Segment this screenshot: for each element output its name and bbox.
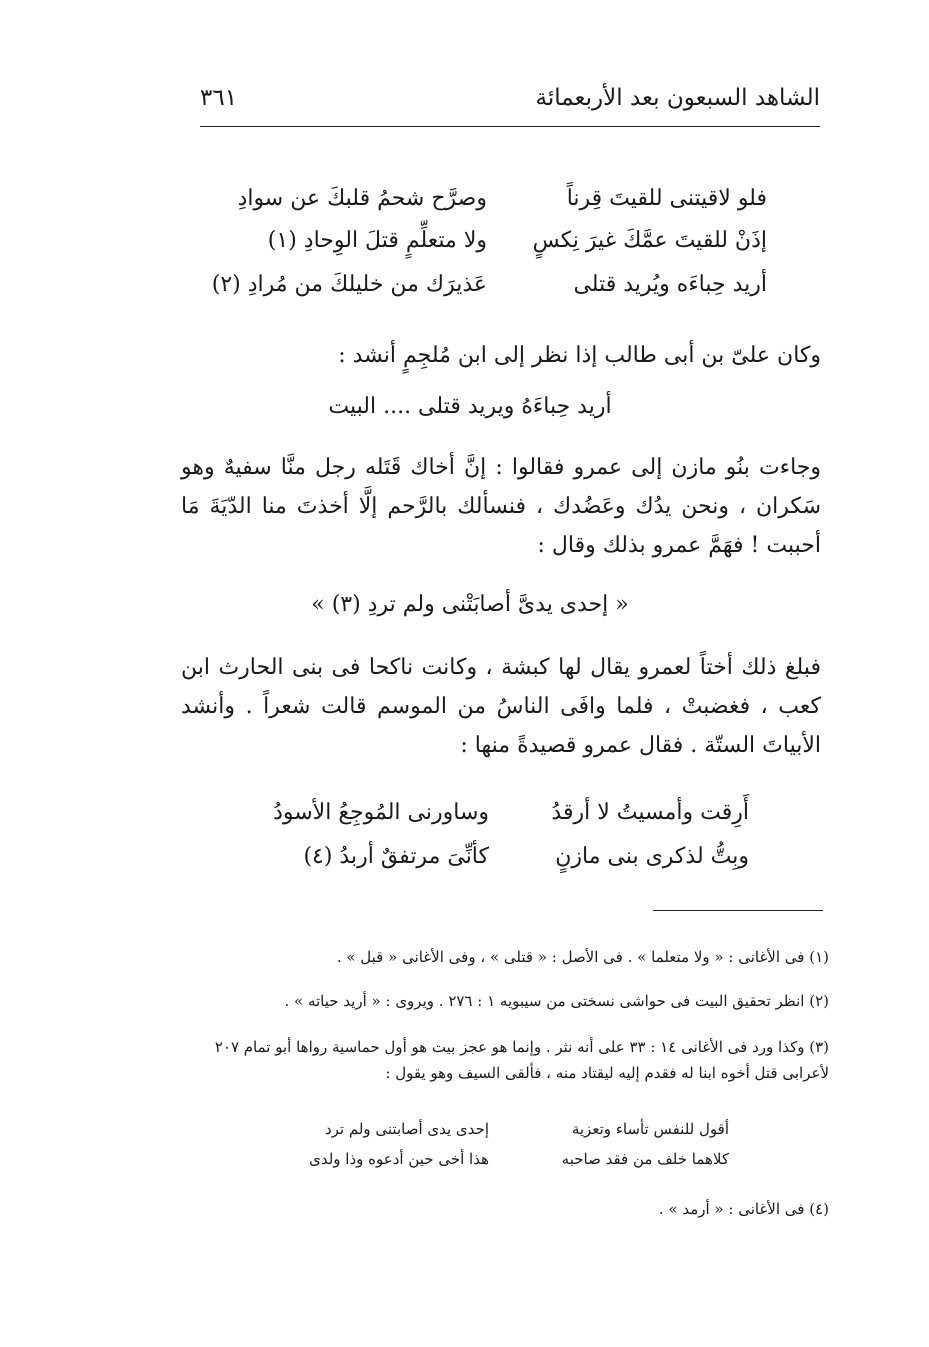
verse-second-hemistich: إحدى يدى أصابتنى ولم ترد xyxy=(324,1120,489,1138)
quoted-verse: « إحدى يدىَّ أصابَتْنى ولم تردِ (٣) » xyxy=(311,592,629,617)
verse-first-hemistich: أَرِقت وأمسيتُ لا أرقدُ xyxy=(551,800,749,825)
verse-first-hemistich: كلاهما خلف من فقد صاحبه xyxy=(561,1150,729,1168)
footnote: (٢) انظر تحقيق البيت فى حواشى نسختى من سيبويه ١ : ٢٧٦ . ويروى : « أريد حياته » . xyxy=(284,992,829,1010)
verse-first-hemistich: أقول للنفس تأساء وتعزية xyxy=(571,1120,729,1138)
verse-second-hemistich: هذا أخى حين أدعوه وذا ولدى xyxy=(309,1150,489,1168)
paragraph: فبلغ ذلك أختاً لعمرو يقال لها كبشة ، وكانت ناكحا فى بنى الحارث ابن كعب ، فغضبتْ ، فلما وافَى الناسُ من الموسم قالت شعراً . وأنشد الأبياتَ الستّة . فقال عمرو قصيدةً منها : xyxy=(181,655,821,758)
verse-first-hemistich: إذَنْ للقيتَ عمَّكَ غيرَ نِكسٍ xyxy=(532,228,767,253)
verse-first-hemistich: أريد حِباءَه ويُريد قتلى xyxy=(573,272,767,297)
page-number: ٣٦١ xyxy=(200,85,238,111)
poem-verse xyxy=(187,272,767,297)
footnote-verse xyxy=(229,1120,729,1138)
poem-verse xyxy=(187,228,767,253)
paragraph: وجاءت بنُو مازن إلى عمرو فقالوا : إنَّ أخاك قَتَله رجل منَّا سفيهٌ وهو سَكران ، ونحن يدُك وعَضُدك ، فنسألك بالرَّحم إلَّا أخذتَ منا الدّيَةَ مَا أحببت ! فهَمَّ عمرو بذلك وقال : xyxy=(181,455,821,558)
verse-first-hemistich: وبِتُّ لذكرى بنى مازنٍ xyxy=(555,844,749,869)
verse-second-hemistich: كأنِّىَ مرتفقٌ أربدُ (٤) xyxy=(303,844,489,869)
footnote-verse xyxy=(229,1150,729,1168)
poem-verse xyxy=(229,800,749,825)
poem-verse xyxy=(187,186,767,211)
paragraph: وكان علىّ بن أبى طالب إذا نظر إلى ابن مُلجِمٍ أنشد : xyxy=(338,343,821,368)
running-head xyxy=(200,78,820,118)
footnote: (٣) وكذا ورد فى الأغانى ١٤ : ٣٣ على أنه نثر . وإنما هو عجز بيت هو أول حماسية رواها أبو تمام ٢٠٧ لأعرابى قتل أخوه ابنا له فقدم إليه ليقتاد منه ، فألقى السيف وهو يقول : xyxy=(214,1038,829,1082)
header-divider xyxy=(200,126,820,127)
verse-first-hemistich: فلو لاقيتنى للقيتَ قِرناً xyxy=(566,186,767,211)
footnote: (٤) فى الأغانى : « أرمد » . xyxy=(658,1200,829,1218)
running-title: الشاهد السبعون بعد الأربعمائة xyxy=(535,85,820,111)
quoted-verse: أريد حِباءَهُ ويريد قتلى .... البيت xyxy=(328,394,612,419)
footnote-divider xyxy=(653,910,823,911)
verse-second-hemistich: وصرَّح شحمُ قلبكَ عن سوادِ xyxy=(237,186,487,211)
footnote: (١) فى الأغانى : « ولا متعلما » . فى الأصل : « قتلى » ، وفى الأغانى « قبل » . xyxy=(336,948,829,966)
verse-second-hemistich: عَذيرَك من خليلكَ من مُرادِ (٢) xyxy=(211,272,487,297)
verse-second-hemistich: وساورنى المُوجِعُ الأسودُ xyxy=(273,800,489,825)
verse-second-hemistich: ولا متعلِّمٍ قتلَ الوِحادِ (١) xyxy=(267,228,487,253)
poem-verse xyxy=(229,844,749,869)
